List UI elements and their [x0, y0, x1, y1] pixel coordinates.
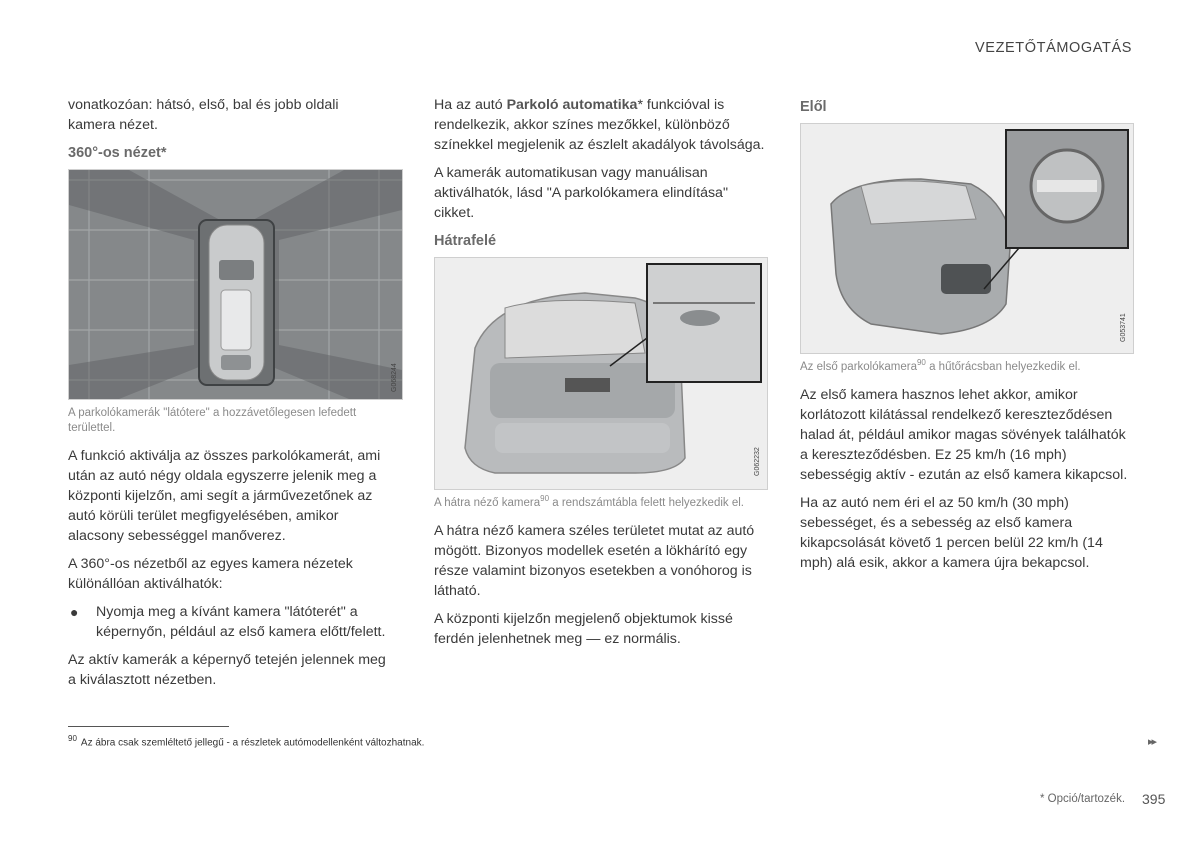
next-page-icon: ▸▸ [1148, 736, 1156, 748]
paragraph: Az aktív kamerák a képernyő tetején jelennek meg a kiválasztott nézetben. [68, 652, 386, 688]
caption-text: a rendszámtábla felett helyezkedik el. [549, 497, 744, 509]
bullet-list [68, 602, 388, 642]
paragraph: A hátra néző kamera széles területet mutat az autó mögött. Bizonyos modellek esetén a lökhárító egy része valamint bizonyos esetekben a vonóhorog is látható. [434, 523, 755, 599]
paragraph: A kamerák automatikusan vagy manuálisan aktiválhatók, lásd "A parkolókamera elindítása" cikket. [434, 165, 728, 221]
column-middle [434, 95, 768, 657]
paragraph: A funkció aktiválja az összes parkolókamerát, ami után az autó négy oldala egyszerre jelenik meg a központi kijelzőn, ami segít a járművezetőnek az autó körüli terület megfigyelésében, amikor alacsony sebességgel manőverez. [68, 448, 381, 544]
paragraph: Az első kamera hasznos lehet akkor, amikor korlátozott kilátással rendelkező kereszteződésen halad át, például amikor magas sövények találhatók a kereszteződésben. Ez 25 km/h (16 mph) sebességig aktív - ezután az első kamera kikapcsol. [800, 387, 1128, 483]
list-item-text: Nyomja meg a kívánt kamera "látóterét" a képernyőn, például az első kamera előtt/felett. [96, 604, 386, 640]
paragraph: A 360°-os nézetből az egyes kamera nézetek különállóan aktiválhatók: [68, 556, 353, 592]
text: Ha az autó [434, 97, 507, 113]
figure-front-camera [800, 123, 1134, 354]
paragraph: A központi kijelzőn megjelenő objektumok kissé ferdén jelenhetnek meg — ez normális. [434, 611, 733, 647]
column-right [800, 95, 1134, 581]
footnote-ref: 90 [540, 494, 550, 504]
figure-caption [800, 360, 1134, 375]
footnote [68, 734, 424, 748]
rear-car-illustration [435, 258, 767, 489]
figure-caption [434, 496, 768, 511]
figure-360-view [68, 169, 403, 400]
figure-caption: A parkolókamerák "látótere" a hozzávetőlegesen lefedett területtel. [68, 407, 357, 434]
heading-360-view: 360°-os nézet* [68, 145, 167, 161]
front-car-illustration [801, 124, 1133, 353]
paragraph: Ha az autó nem éri el az 50 km/h (30 mph) sebességet, és a sebesség az első kamera kikapcsolását követő 1 percen belül 22 km/h (14 mph) alá esik, akkor a kamera újra bekapcsol. [800, 495, 1103, 571]
footnote-rule [68, 726, 229, 727]
option-note: * Opció/tartozék. [1040, 793, 1126, 805]
feature-name: Parkoló automatika [506, 97, 638, 113]
bullet-icon: ● [70, 604, 79, 620]
intro-paragraph: vonatkozóan: hátsó, első, bal és jobb oldali kamera nézet. [68, 97, 339, 133]
paragraph [434, 95, 768, 155]
caption-text: Az első parkolókamera [800, 361, 917, 373]
heading-rear: Hátrafelé [434, 233, 497, 249]
figure-code: G053741 [1120, 313, 1127, 342]
footnote-text: Az ábra csak szemléltető jellegű - a részletek autómodellenként változhatnak. [80, 737, 425, 749]
column-left [68, 95, 398, 698]
list-item [68, 602, 388, 642]
figure-code: G068244 [391, 363, 398, 392]
footnote-ref: 90 [916, 358, 926, 368]
text: * funkcióval is rendelkezik, akkor színes mezőkkel, különböző színekkel megjelenik az észlelt akadályok távolsága. [434, 97, 765, 153]
car-top-view-illustration [69, 170, 402, 399]
caption-text: a hűtőrácsban helyezkedik el. [925, 361, 1081, 373]
page-number: 395 [1142, 791, 1166, 807]
section-title: VEZETŐTÁMOGATÁS [975, 40, 1132, 56]
footnote-number: 90 [68, 734, 77, 743]
heading-front: Elől [800, 99, 827, 115]
caption-text: A hátra néző kamera [434, 497, 541, 509]
figure-code: G062232 [754, 447, 761, 476]
figure-rear-camera [434, 257, 768, 490]
